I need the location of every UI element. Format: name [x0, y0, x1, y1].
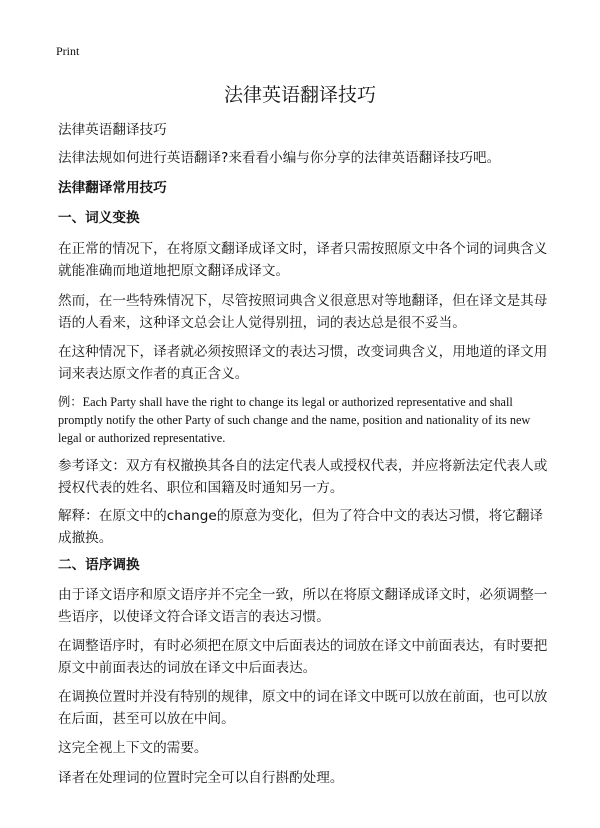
subtitle: 法律英语翻译技巧 [58, 122, 167, 138]
paragraph: 译者在处理词的位置时完全可以自行斟酌处理。 [58, 770, 344, 786]
print-label: Print [56, 44, 80, 58]
paragraph: 在正常的情况下，在将原文翻译成译文时，译者只需按照原文中各个词的词典含义就能准确而地道地把原文翻译成译文。 [58, 241, 548, 279]
intro-paragraph: 法律法规如何进行英语翻译?来看看小编与你分享的法律英语翻译技巧吧。 [58, 150, 501, 166]
paragraph: 这完全视上下文的需要。 [58, 740, 208, 756]
section2-heading: 二、语序调换 [58, 557, 140, 573]
paragraph: 在调整语序时，有时必须把在原文中后面表达的词放在译文中前面表达，有时要把原文中前面表达的词放在译文中后面表达。 [58, 638, 548, 676]
section1-heading: 一、词义变换 [58, 210, 140, 226]
paragraph: 由于译文语序和原文语序并不完全一致，所以在将原文翻译成译文时，必须调整一些语序，以使译文符合译文语言的表达习惯。 [58, 587, 548, 625]
example-paragraph: 例：Each Party shall have the right to change its legal or authorized representative and shall promptly notify the other Party of such change and the name, position and nationality of its new legal or authorized representative. [58, 395, 531, 445]
main-heading: 法律翻译常用技巧 [58, 180, 167, 196]
page-title: 法律英语翻译技巧 [223, 84, 376, 106]
paragraph: 在这种情况下，译者就必须按照译文的表达习惯，改变词典含义，用地道的译文用词来表达原文作者的真正含义。 [58, 344, 548, 382]
paragraph: 然而，在一些特殊情况下，尽管按照词典含义很意思对等地翻译，但在译文是其母语的人看来，这种译文总会让人觉得别扭，词的表达总是很不妥当。 [58, 293, 548, 331]
paragraph: 在调换位置时并没有特别的规律，原文中的词在译文中既可以放在前面，也可以放在后面，甚至可以放在中间。 [58, 689, 548, 727]
reference-translation: 参考译文：双方有权撤换其各自的法定代表人或授权代表，并应将新法定代表人或授权代表的姓名、职位和国籍及时通知另一方。 [58, 458, 548, 496]
explanation-paragraph: 解释：在原文中的change的原意为变化，但为了符合中文的表达习惯，将它翻译成撤换。 [58, 508, 544, 546]
